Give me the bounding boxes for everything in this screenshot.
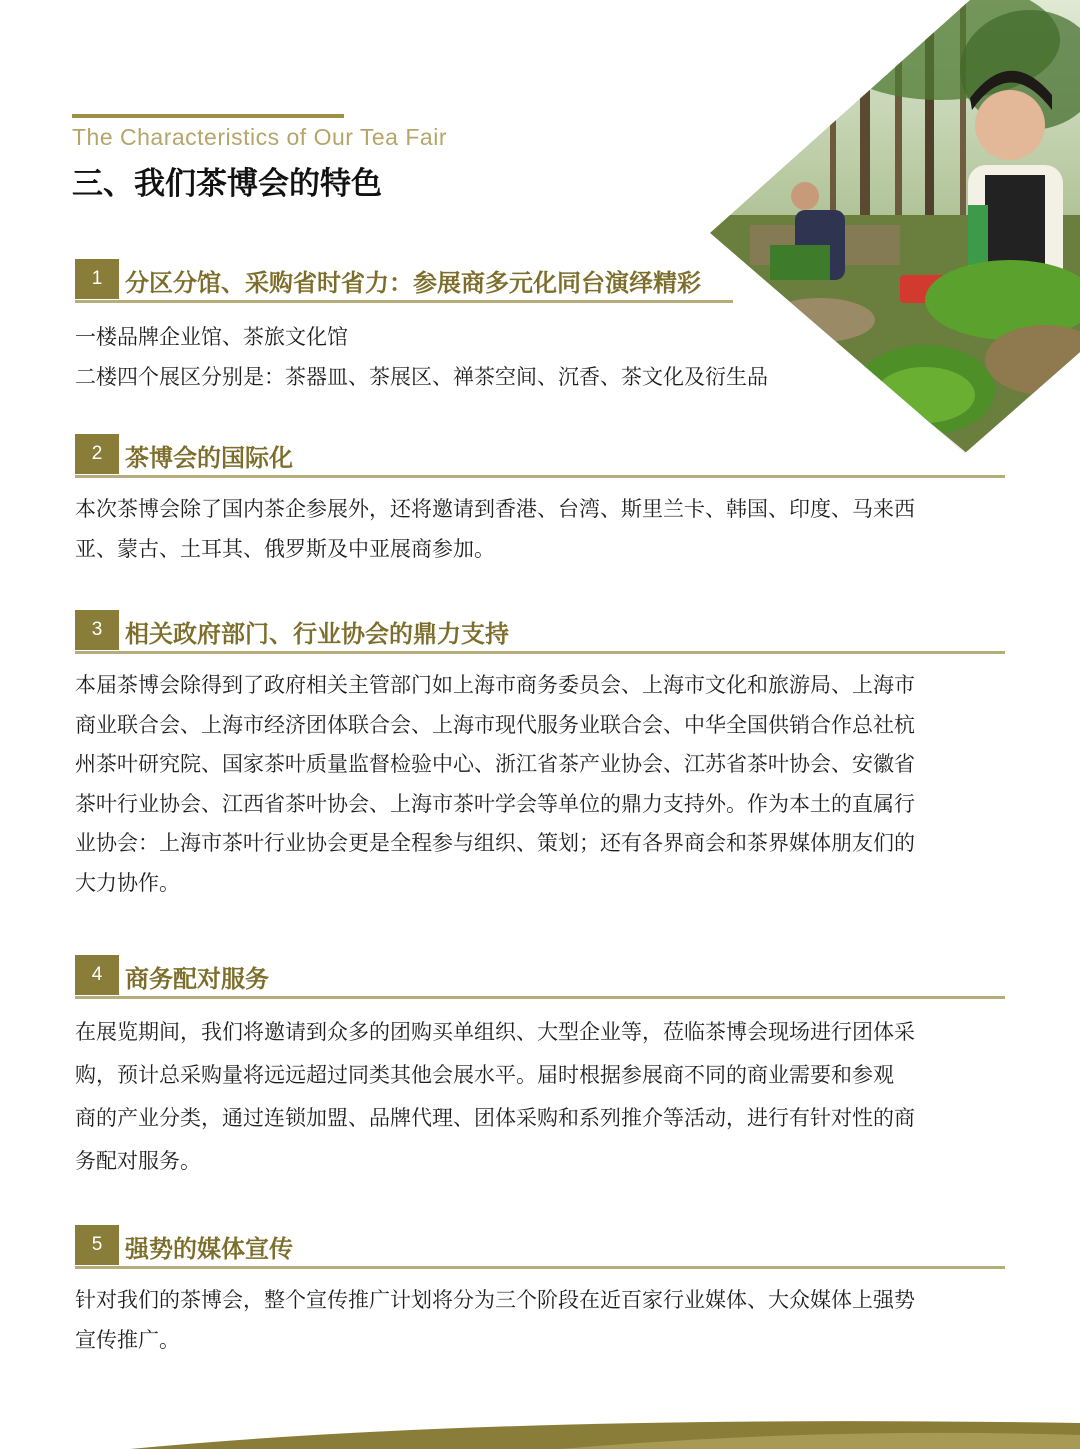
- section-header: [75, 1225, 1005, 1269]
- section-body: [75, 490, 1020, 569]
- body-line: 购，预计总采购量将远远超过同类其他会展水平。届时根据参展商不同的商业需要和参观: [75, 1063, 894, 1087]
- section-number: 5: [75, 1225, 119, 1265]
- section-title: 强势的媒体宣传: [125, 1235, 293, 1263]
- section-underline: [75, 475, 1005, 478]
- section-header: [75, 259, 1005, 303]
- english-subtitle: The Characteristics of Our Tea Fair: [72, 124, 447, 150]
- section-number: 1: [75, 259, 119, 299]
- bottom-decoration: [0, 1409, 1080, 1449]
- body-line: 本届茶博会除得到了政府相关主管部门如上海市商务委员会、上海市文化和旅游局、上海市: [75, 673, 915, 697]
- body-line: 亚、蒙古、土耳其、俄罗斯及中亚展商参加。: [75, 536, 495, 561]
- body-line: 商的产业分类，通过连锁加盟、品牌代理、团体采购和系列推介等活动，进行有针对性的商: [75, 1106, 915, 1130]
- body-line: 宣传推广。: [75, 1327, 180, 1352]
- section-body: [75, 1281, 1020, 1360]
- section-3: [75, 610, 1005, 903]
- body-line: 州茶叶研究院、国家茶叶质量监督检验中心、浙江省茶产业协会、江苏省茶叶协会、安徽省: [75, 752, 915, 776]
- section-underline: [75, 300, 733, 303]
- body-line: 茶叶行业协会、江西省茶叶协会、上海市茶叶学会等单位的鼎力支持外。作为本土的直属行: [75, 791, 915, 816]
- page-title: 三、我们茶博会的特色: [72, 166, 382, 202]
- section-5: [75, 1225, 1005, 1360]
- body-line: 二楼四个展区分别是：茶器皿、茶展区、禅茶空间、沉香、茶文化及衍生品: [75, 364, 768, 389]
- section-2: [75, 434, 1005, 569]
- section-body: [75, 666, 1020, 903]
- section-number: 4: [75, 955, 119, 995]
- body-line: 大力协作。: [75, 870, 180, 895]
- body-line: 商业联合会、上海市经济团体联合会、上海市现代服务业联合会、中华全国供销合作总社杭: [75, 712, 915, 737]
- body-line: 务配对服务。: [75, 1149, 201, 1173]
- section-underline: [75, 651, 1005, 654]
- section-title: 分区分馆、采购省时省力：参展商多元化同台演绎精彩: [125, 269, 701, 297]
- section-number: 3: [75, 610, 119, 650]
- section-header: [75, 434, 1005, 478]
- section-title: 相关政府部门、行业协会的鼎力支持: [125, 620, 509, 648]
- section-body: [75, 318, 1020, 397]
- body-line: 本次茶博会除了国内茶企参展外，还将邀请到香港、台湾、斯里兰卡、韩国、印度、马来西: [75, 497, 915, 521]
- section-underline: [75, 996, 1005, 999]
- body-line: 一楼品牌企业馆、茶旅文化馆: [75, 325, 348, 349]
- section-body: [75, 1011, 1020, 1183]
- section-underline: [75, 1266, 1005, 1269]
- header-rule: [72, 114, 344, 118]
- section-header: [75, 610, 1005, 654]
- section-header: [75, 955, 1005, 999]
- body-line: 在展览期间，我们将邀请到众多的团购买单组织、大型企业等，莅临茶博会现场进行团体采: [75, 1020, 915, 1044]
- section-1: [75, 259, 1005, 397]
- section-number: 2: [75, 434, 119, 474]
- section-4: [75, 955, 1005, 1183]
- section-title: 商务配对服务: [125, 965, 269, 993]
- body-line: 业协会：上海市茶叶行业协会更是全程参与组织、策划；还有各界商会和茶界媒体朋友们的: [75, 831, 915, 855]
- section-title: 茶博会的国际化: [125, 444, 293, 472]
- body-line: 针对我们的茶博会，整个宣传推广计划将分为三个阶段在近百家行业媒体、大众媒体上强势: [75, 1288, 915, 1312]
